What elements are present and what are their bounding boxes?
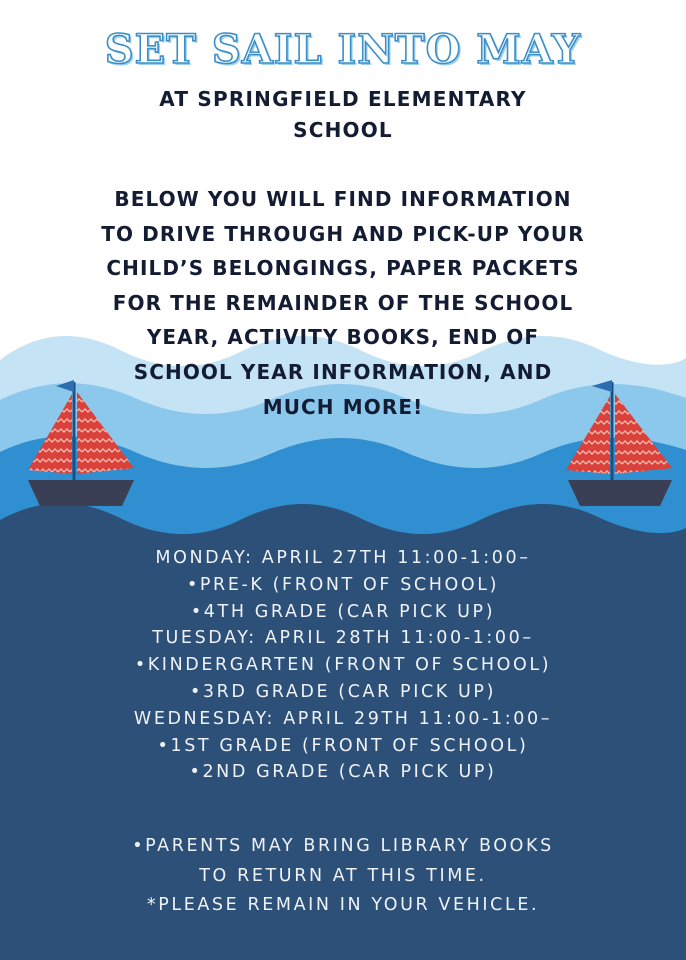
note-line: TO RETURN AT THIS TIME. <box>199 865 487 886</box>
note-line: *PLEASE REMAIN IN YOUR VEHICLE. <box>146 895 540 915</box>
schedule-line: MONDAY: APRIL 27TH 11:00-1:00– <box>155 548 531 568</box>
schedule-line: •PRE-K (FRONT OF SCHOOL) <box>186 574 500 595</box>
schedule-line: •1ST GRADE (FRONT OF SCHOOL) <box>157 735 529 756</box>
schedule-line: •3RD GRADE (CAR PICK UP) <box>189 681 497 702</box>
note-line: •PARENTS MAY BRING LIBRARY BOOKS <box>132 836 554 856</box>
schedule-line: •4TH GRADE (CAR PICK UP) <box>190 601 496 622</box>
page-title: SET SAIL INTO MAY <box>104 26 582 73</box>
schedule-line: TUESDAY: APRIL 28TH 11:00-1:00– <box>152 628 534 649</box>
pickup-schedule <box>0 545 686 786</box>
subtitle: AT SPRINGFIELD ELEMENTARY SCHOOL <box>159 87 527 142</box>
intro-text: BELOW YOU WILL FIND INFORMATION TO DRIVE THROUGH AND PICK-UP YOUR CHILD’S BELONGINGS, PAPER PACKETS FOR THE REMAINDER OF THE SCHOOL YEAR, ACTIVITY BOOKS, END OF SCHOOL YEAR INFORMATION, AND MUCH MORE! <box>101 187 585 419</box>
schedule-line: •KINDERGARTEN (FRONT OF SCHOOL) <box>134 655 552 676</box>
schedule-line: WEDNESDAY: APRIL 29TH 11:00-1:00– <box>133 708 553 729</box>
schedule-line: •2ND GRADE (CAR PICK UP) <box>189 762 497 783</box>
notes <box>0 832 686 921</box>
